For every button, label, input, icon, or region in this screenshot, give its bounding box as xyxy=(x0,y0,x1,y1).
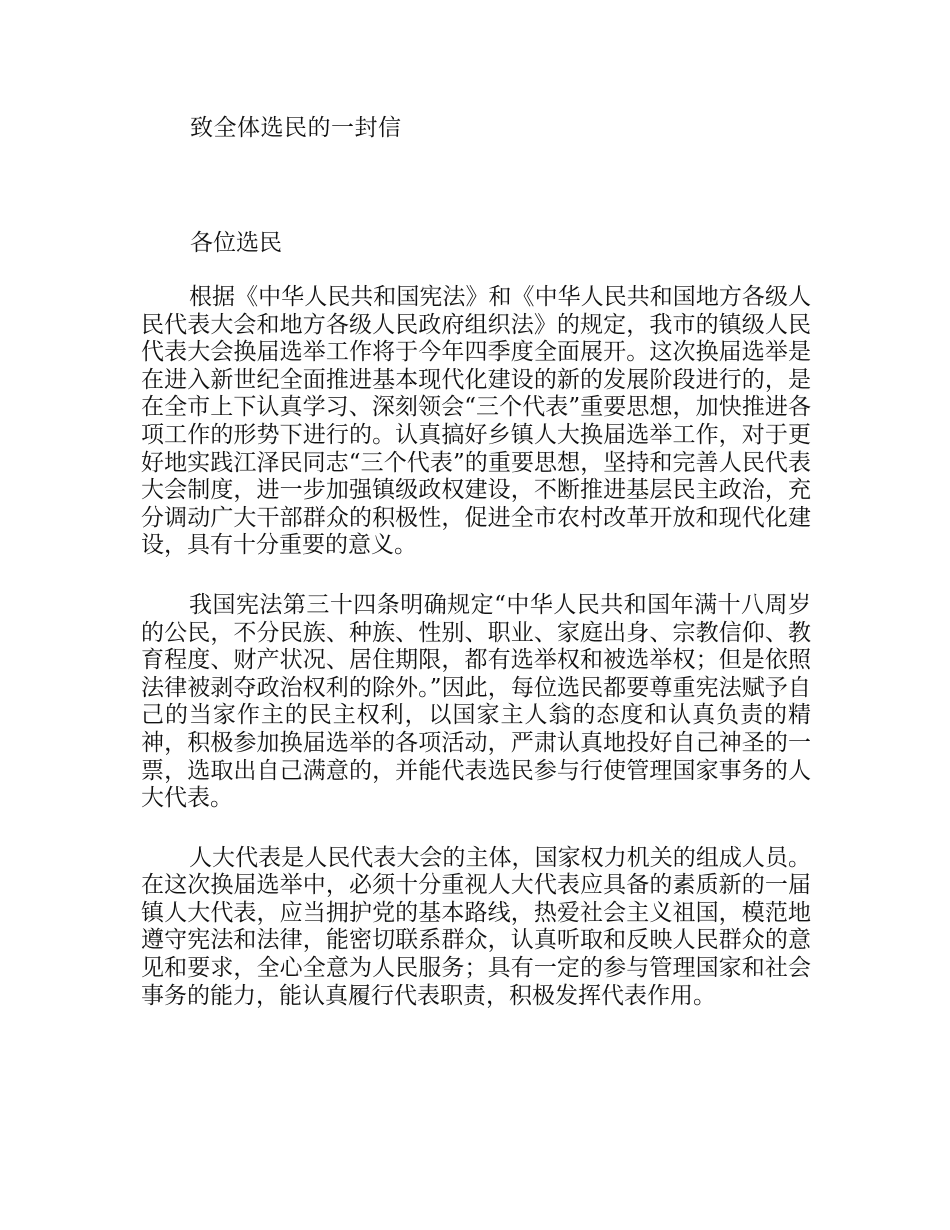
paragraph-2: 我国宪法第三十四条明确规定“中华人民共和国年满十八周岁的公民，不分民族、种族、性别、职业、家庭出身、宗教信仰、教育程度、财产状况、居住期限，都有选举权和被选举权；但是依照法律被剥夺政治权利的除外。”因此，每位选民都要尊重宪法赋予自己的当家作主的民主权利，以国家主人翁的态度和认真负责的精神，积极参加换届选举的各项活动，严肃认真地投好自己神圣的一票，选取出自己满意的，并能代表选民参与行使管理国家事务的人大代表。 xyxy=(141,591,811,812)
paragraph-1: 根据《中华人民共和国宪法》和《中华人民共和国地方各级人民代表大会和地方各级人民政府组织法》的规定，我市的镇级人民代表大会换届选举工作将于今年四季度全面展开。这次换届选举是在进入新世纪全面推进基本现代化建设的新的发展阶段进行的，是在全市上下认真学习、深刻领会“三个代表”重要思想，加快推进各项工作的形势下进行的。认真搞好乡镇人大换届选举工作，对于更好地实践江泽民同志“三个代表”的重要思想，坚持和完善人民代表大会制度，进一步加强镇级政权建设，不断推进基层民主政治，充分调动广大干部群众的积极性，促进全市农村改革开放和现代化建设，具有十分重要的意义。 xyxy=(141,284,811,559)
paragraph-3: 人大代表是人民代表大会的主体，国家权力机关的组成人员。在这次换届选举中，必须十分重视人大代表应具备的素质新的一届镇人大代表，应当拥护党的基本路线，热爱社会主义祖国，模范地遵守宪法和法律，能密切联系群众，认真听取和反映人民群众的意见和要求，全心全意为人民服务；具有一定的参与管理国家和社会事务的能力，能认真履行代表职责，积极发挥代表作用。 xyxy=(141,844,811,1009)
salutation: 各位选民 xyxy=(190,230,282,256)
letter-body xyxy=(141,284,811,1042)
document-title: 致全体选民的一封信 xyxy=(190,115,402,141)
